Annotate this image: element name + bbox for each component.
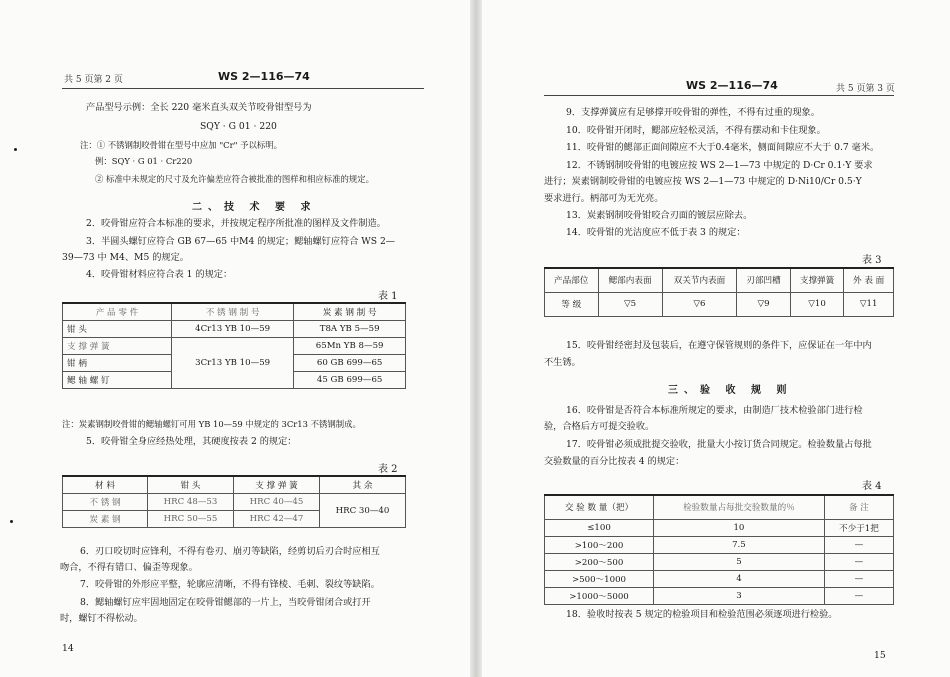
table-row: >100～200 7.5 — <box>545 536 894 553</box>
book-gutter <box>470 0 482 677</box>
table-row: 鳃 轴 螺 钉 45 GB 699—65 <box>63 372 406 389</box>
left-page-info: 共 5 页第 2 页 <box>64 75 123 85</box>
right-page-number: 15 <box>874 650 886 661</box>
clause-4: 4．咬骨钳材料应符合表 1 的规定： <box>86 269 233 280</box>
clause-18: 18．验收时按表 5 规定的检验项目和检验范围必须逐项进行检验。 <box>566 609 838 620</box>
clause-3-line-2: 39—73 中 M4、M5 的规定。 <box>62 252 189 263</box>
scan-mark <box>10 520 13 523</box>
left-header-rule <box>62 88 424 89</box>
clause-16-line-1: 16．咬骨钳是否符合本标准所规定的要求，由制造厂技术检验部门进行检 <box>566 405 863 416</box>
table-row: 交 验 数 量（把） 检验数量占每批交验数量的％ 备 注 <box>545 495 894 519</box>
note-1-example: 例：SQY · G 01 · Cr220 <box>95 156 193 166</box>
table-row: 不 锈 钢 HRC 48—53 HRC 40—45 HRC 30—40 <box>63 494 406 511</box>
right-header-rule <box>544 95 894 96</box>
table-4-caption: 表 4 <box>862 481 882 492</box>
note-1: 注：① 不锈钢制咬骨钳在型号中应加 "Cr" 予以标明。 <box>80 140 282 150</box>
clause-9: 9．支撑弹簧应有足够撑开咬骨钳的弹性，不得有过重的现象。 <box>566 107 820 118</box>
clause-15-line-1: 15．咬骨钳经密封及包装后，在遵守保管规则的条件下，应保证在一年中内 <box>566 340 872 351</box>
table-2-hardness <box>62 475 406 528</box>
clause-16-line-2: 验，合格后方可提交验收。 <box>544 421 655 432</box>
clause-10: 10．咬骨钳开闭时，鳃部应轻松灵活，不得有摆动和卡住现象。 <box>566 125 826 136</box>
clause-15-line-2: 不生锈。 <box>544 357 581 368</box>
table-1-note: 注：炭素钢制咬骨钳的鳃轴螺钉可用 YB 10—59 中规定的 3Cr13 不锈钢制成。 <box>62 419 361 429</box>
clause-8-line-1: 8．鳃轴螺钉应牢固地固定在咬骨钳鳃部的一片上，当咬骨钳闭合或打开 <box>80 597 371 608</box>
model-example-text: 产品型号示例：全长 220 毫米直头双关节咬骨钳型号为 <box>86 102 312 113</box>
table-row: 产 品 零 件 不 锈 钢 制 号 炭 素 钢 制 号 <box>63 303 406 321</box>
left-page-number: 14 <box>62 643 74 654</box>
right-page-info: 共 5 页第 3 页 <box>836 84 895 94</box>
table-4-sampling <box>544 494 894 605</box>
table-row: ≤100 10 不少于1把 <box>545 519 894 536</box>
table-3-caption: 表 3 <box>862 255 882 266</box>
table-row: >1000～5000 3 — <box>545 587 894 604</box>
scan-mark <box>14 148 17 151</box>
table-row: 炭 素 钢 HRC 50—55 HRC 42—47 <box>63 511 406 528</box>
left-page <box>0 0 470 677</box>
note-2: ② 标准中未规定的尺寸及允许偏差应符合被批准的图样和相应标准的规定。 <box>95 174 375 184</box>
clause-12-line-3: 要求进行。柄部可为无光亮。 <box>544 193 664 204</box>
clause-6-line-2: 吻合，不得有错口、偏歪等现象。 <box>60 562 198 573</box>
clause-12-line-2: 进行；炭素钢制咬骨钳的电镀应按 WS 2—1—73 中规定的 D·Ni10/Cr 0.5·Y <box>544 176 862 187</box>
clause-7: 7．咬骨钳的外形应平整，轮廓应清晰，不得有锋棱、毛刺、裂纹等缺陷。 <box>80 579 380 590</box>
right-standard-number: WS 2—116—74 <box>686 79 778 92</box>
table-row: 产品部位 鳃部内表面 双关节内表面 刃部凹槽 支撑弹簧 外 表 面 <box>545 268 894 292</box>
table-row: >200～500 5 — <box>545 553 894 570</box>
clause-13: 13．炭素钢制咬骨钳咬合刃面的镀层应除去。 <box>566 210 753 221</box>
table-row: 钳 柄 60 GB 699—65 <box>63 355 406 372</box>
clause-5: 5．咬骨钳全身应经热处理，其硬度按表 2 的规定： <box>86 436 297 447</box>
table-row: 等 级 ▽5 ▽6 ▽9 ▽10 ▽11 <box>545 292 894 316</box>
clause-2: 2．咬骨钳应符合本标准的要求，并按规定程序所批准的图样及文件制造。 <box>86 218 386 229</box>
table-row: 钳 头 4Cr13 YB 10—59 T8A YB 5—59 <box>63 321 406 338</box>
section-acceptance-rules: 三、验 收 规 则 <box>668 385 793 396</box>
clause-17-line-1: 17．咬骨钳必须成批提交验收，批量大小按订货合同规定。检验数量占每批 <box>566 439 872 450</box>
section-technical-requirements: 二、技 术 要 求 <box>192 202 317 213</box>
table-1-materials <box>62 302 406 389</box>
clause-6-line-1: 6．刃口咬切时应锋利，不得有卷刃、崩刃等缺陷，经剪切后刃合时应相互 <box>80 546 380 557</box>
clause-3-line-1: 3．半圆头螺钉应符合 GB 67—65 中M4 的规定；鳃轴螺钉应符合 WS 2— <box>86 236 395 247</box>
table-row: 支 撑 弹 簧 3Cr13 YB 10—59 65Mn YB 8—59 <box>63 338 406 355</box>
clause-8-line-2: 时，螺钉不得松动。 <box>60 613 143 624</box>
table-row: 材 料 钳 头 支 撑 弹 簧 其 余 <box>63 476 406 494</box>
clause-14: 14．咬骨钳的光洁度应不低于表 3 的规定： <box>566 227 746 238</box>
clause-17-line-2: 交验数量的百分比按表 4 的规定： <box>544 456 685 467</box>
table-row: >500～1000 4 — <box>545 570 894 587</box>
left-standard-number: WS 2—116—74 <box>218 70 310 83</box>
table-2-caption: 表 2 <box>378 464 398 475</box>
clause-12-line-1: 12．不锈钢制咬骨钳的电镀应按 WS 2—1—73 中规定的 D·Cr 0.1·Y 要求 <box>566 160 873 171</box>
model-code: SQY · G 01 · 220 <box>200 121 277 132</box>
table-3-surface-finish <box>544 267 894 317</box>
table-1-caption: 表 1 <box>378 291 398 302</box>
clause-11: 11．咬骨钳的鳃部正面间隙应不大于0.4毫米，侧面间隙应不大于 0.7 毫米。 <box>566 142 880 153</box>
right-page <box>482 0 950 677</box>
